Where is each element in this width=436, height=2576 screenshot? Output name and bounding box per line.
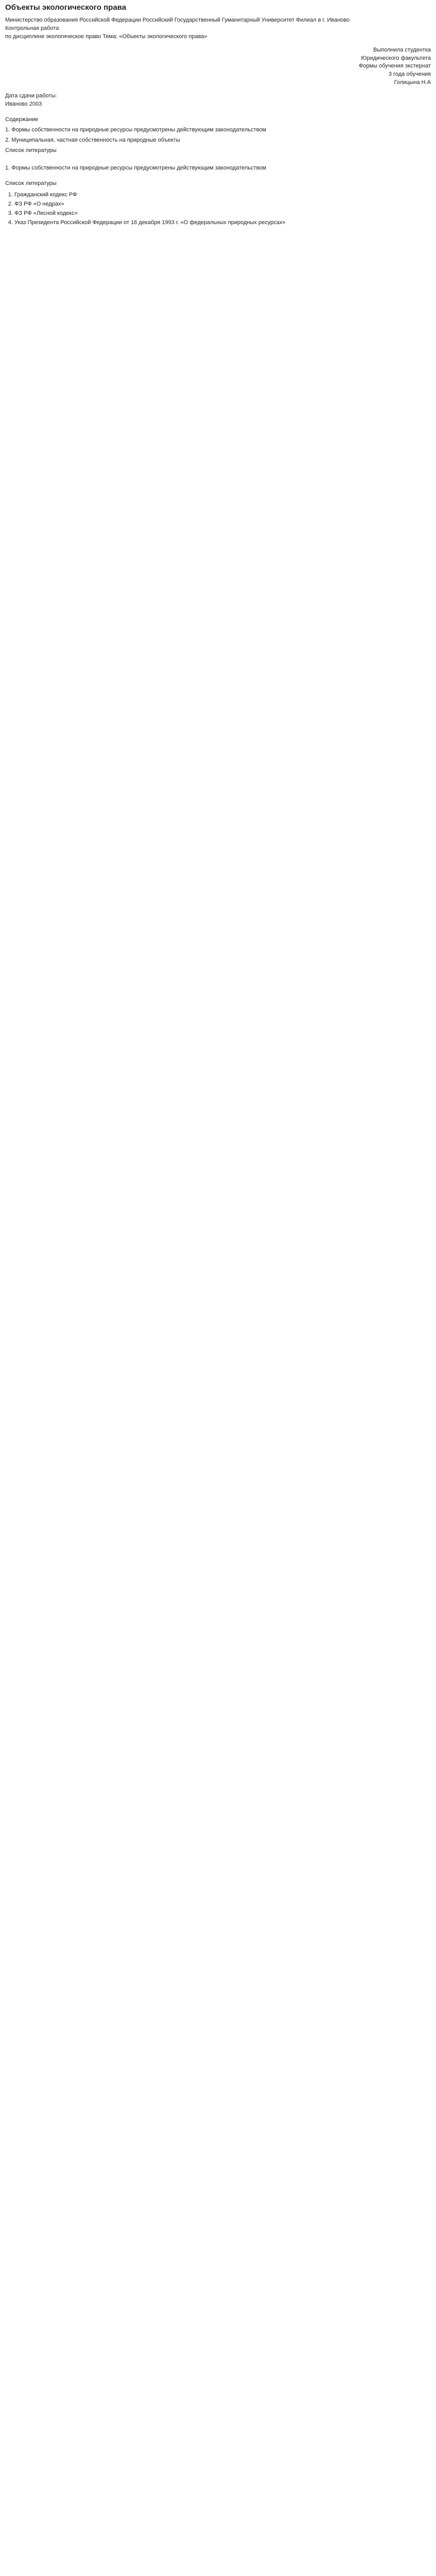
section-heading: 1. Формы собственности на природные ресурсы предусмотрены действующим законодательством — [5, 164, 266, 171]
references-title: Список литературы — [5, 180, 57, 187]
reference-item: 4. Указ Президента Российской Федерации от 16 декабря 1993 г. «О федеральных природных ресурсах» — [14, 219, 431, 227]
year-line: 3 года обучения — [388, 71, 431, 78]
table-of-contents — [5, 116, 431, 155]
reference-item: 1. Гражданский кодекс РФ — [14, 191, 431, 199]
references-list — [14, 191, 431, 227]
submission-date-label: Дата сдачи работы: — [5, 93, 57, 99]
study-form-line: Формы обучения экстернат — [358, 63, 431, 70]
student-line: Выполнила студентка — [373, 46, 431, 53]
header-block — [5, 16, 431, 41]
reference-item: 2. ФЗ РФ «О недрах» — [14, 200, 431, 209]
discipline-line: по дисциплине экологическое право Тема: «Объекты экологического права» — [5, 33, 207, 40]
references-block — [5, 180, 431, 227]
toc-title: Содержание — [5, 116, 39, 123]
student-block — [5, 46, 431, 88]
ministry-line: Министерство образования Российской Федерации Российский Государственный Гуманитарный Университет Филиал в г. Иваново — [5, 16, 350, 23]
city-year: Иваново 2003 — [5, 101, 42, 108]
work-type-line: Контрольная работа — [5, 25, 59, 31]
student-name: Голицына Н.А — [394, 79, 431, 86]
reference-item: 3. ФЗ РФ «Лесной кодекс» — [14, 210, 431, 218]
toc-item: 2. Муниципальная, частная собственность на природные объекты — [5, 137, 180, 143]
date-block — [5, 92, 431, 109]
document-title: Объекты экологического права — [5, 3, 127, 12]
toc-item: Список литературы — [5, 147, 57, 154]
document-page — [0, 0, 436, 239]
toc-item: 1. Формы собственности на природные ресурсы предусмотрены действующим законодательством — [5, 127, 266, 133]
faculty-line: Юридического факультета — [361, 55, 431, 61]
